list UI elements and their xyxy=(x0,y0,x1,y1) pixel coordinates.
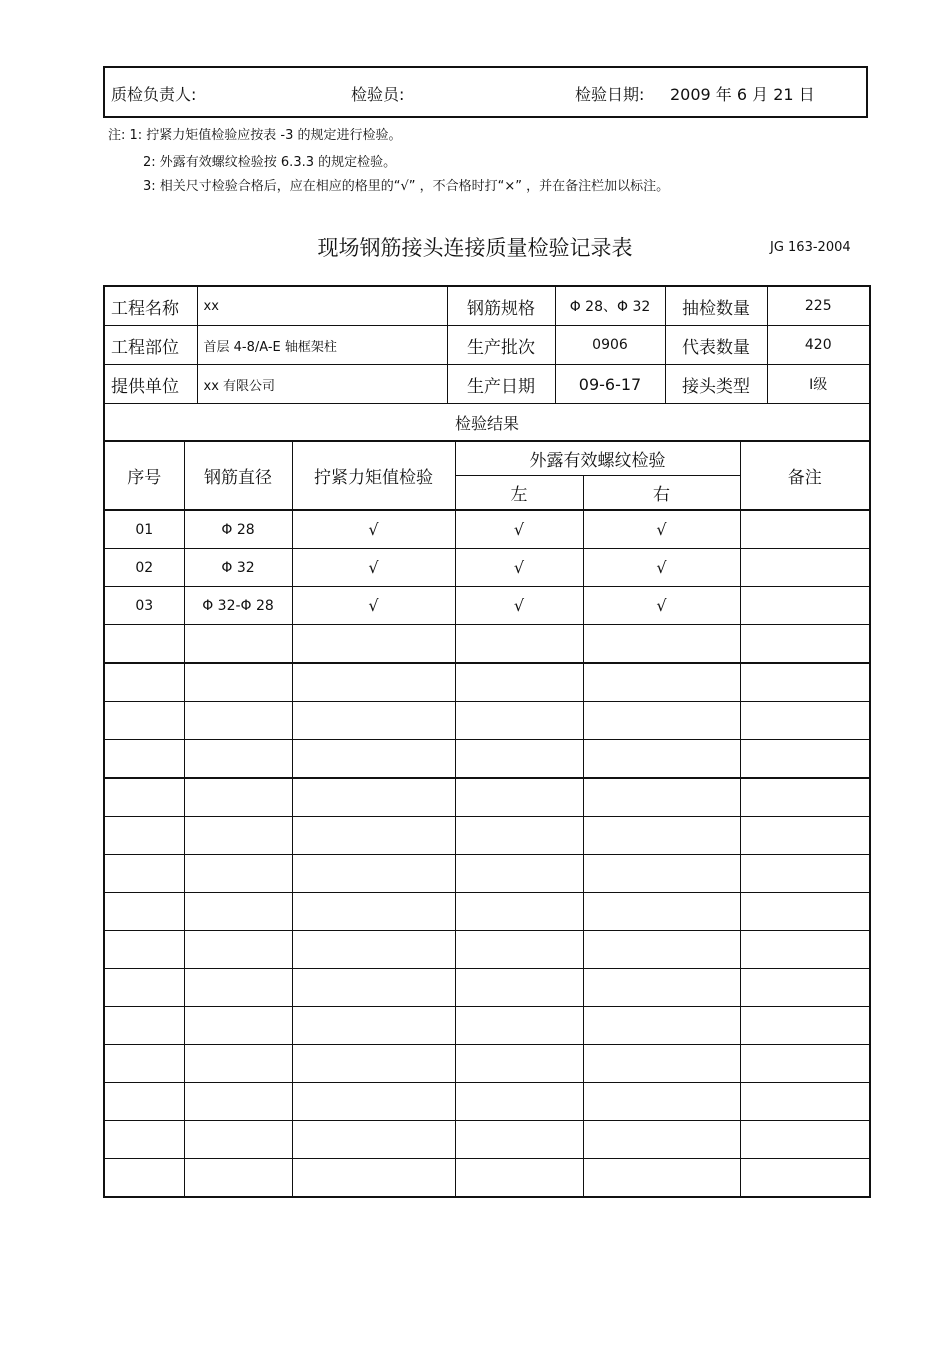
grid-header-row xyxy=(104,441,870,476)
empty-cell xyxy=(740,740,870,779)
empty-cell xyxy=(455,893,583,931)
table-row xyxy=(104,549,870,587)
empty-cell xyxy=(184,969,292,1007)
empty-row xyxy=(104,625,870,664)
empty-cell xyxy=(184,855,292,893)
empty-cell xyxy=(455,778,583,817)
empty-cell xyxy=(184,893,292,931)
empty-cell xyxy=(104,702,184,740)
empty-row xyxy=(104,969,870,1007)
batch-value: 0906 xyxy=(555,326,665,365)
note-2: 2: 外露有效螺纹检验按 6.3.3 的规定检验。 xyxy=(143,155,397,170)
empty-cell xyxy=(455,625,583,664)
empty-cell xyxy=(740,1159,870,1198)
remark-cell xyxy=(740,587,870,625)
left-cell: √ xyxy=(455,510,583,549)
empty-row xyxy=(104,663,870,702)
empty-cell xyxy=(292,1007,455,1045)
empty-cell xyxy=(104,740,184,779)
empty-cell xyxy=(455,1121,583,1159)
empty-row xyxy=(104,817,870,855)
project-name-label: 工程名称 xyxy=(104,286,197,326)
supplier-value: xx 有限公司 xyxy=(197,365,447,404)
empty-cell xyxy=(184,702,292,740)
diameter-cell: Φ 32 xyxy=(184,549,292,587)
empty-cell xyxy=(292,855,455,893)
empty-row xyxy=(104,893,870,931)
empty-cell xyxy=(740,1121,870,1159)
torque-header: 拧紧力矩值检验 xyxy=(292,441,455,510)
empty-cell xyxy=(292,931,455,969)
right-cell: √ xyxy=(583,549,740,587)
empty-cell xyxy=(455,1045,583,1083)
empty-row xyxy=(104,1007,870,1045)
empty-cell xyxy=(292,969,455,1007)
seq-cell: 03 xyxy=(104,587,184,625)
empty-cell xyxy=(583,969,740,1007)
rep-qty-value: 420 xyxy=(767,326,870,365)
empty-cell xyxy=(455,931,583,969)
project-info-table xyxy=(103,285,871,442)
diameter-cell: Φ 32-Φ 28 xyxy=(184,587,292,625)
empty-cell xyxy=(104,625,184,664)
empty-cell xyxy=(455,817,583,855)
empty-cell xyxy=(740,1007,870,1045)
supplier-label: 提供单位 xyxy=(104,365,197,404)
empty-cell xyxy=(184,663,292,702)
rep-qty-label: 代表数量 xyxy=(665,326,767,365)
empty-cell xyxy=(104,1121,184,1159)
remark-header: 备注 xyxy=(740,441,870,510)
empty-cell xyxy=(184,817,292,855)
result-label: 检验结果 xyxy=(104,404,870,442)
seq-cell: 01 xyxy=(104,510,184,549)
torque-cell: √ xyxy=(292,549,455,587)
project-part-value: 首层 4-8/A-E 轴框架柱 xyxy=(197,326,447,365)
remark-cell xyxy=(740,510,870,549)
empty-cell xyxy=(455,1159,583,1198)
diameter-header: 钢筋直径 xyxy=(184,441,292,510)
empty-cell xyxy=(740,817,870,855)
empty-row xyxy=(104,702,870,740)
empty-cell xyxy=(292,817,455,855)
empty-cell xyxy=(740,931,870,969)
inspection-grid xyxy=(103,440,871,1198)
signature-box xyxy=(103,66,868,118)
empty-cell xyxy=(740,1045,870,1083)
rebar-spec-label: 钢筋规格 xyxy=(447,286,555,326)
batch-label: 生产批次 xyxy=(447,326,555,365)
empty-cell xyxy=(740,855,870,893)
empty-cell xyxy=(104,969,184,1007)
joint-type-label: 接头类型 xyxy=(665,365,767,404)
empty-cell xyxy=(104,663,184,702)
left-header: 左 xyxy=(455,476,583,511)
empty-cell xyxy=(740,702,870,740)
empty-cell xyxy=(583,778,740,817)
empty-cell xyxy=(104,1007,184,1045)
empty-cell xyxy=(583,1121,740,1159)
empty-cell xyxy=(455,740,583,779)
empty-cell xyxy=(104,1083,184,1121)
empty-cell xyxy=(455,969,583,1007)
empty-row xyxy=(104,740,870,779)
empty-cell xyxy=(740,663,870,702)
empty-cell xyxy=(455,702,583,740)
result-header-row xyxy=(104,404,870,442)
torque-cell: √ xyxy=(292,587,455,625)
seq-cell: 02 xyxy=(104,549,184,587)
empty-row xyxy=(104,1121,870,1159)
note-3: 3: 相关尺寸检验合格后，应在相应的格里的“√” ，不合格时打“×” ，并在备注栏加以标注。 xyxy=(143,179,670,194)
empty-cell xyxy=(455,855,583,893)
prod-date-label: 生产日期 xyxy=(447,365,555,404)
empty-cell xyxy=(104,778,184,817)
info-row xyxy=(104,326,870,365)
empty-cell xyxy=(583,1007,740,1045)
seq-header: 序号 xyxy=(104,441,184,510)
inspection-date-label: 检验日期: xyxy=(575,85,645,104)
empty-row xyxy=(104,855,870,893)
empty-cell xyxy=(104,855,184,893)
right-cell: √ xyxy=(583,510,740,549)
empty-cell xyxy=(583,1045,740,1083)
thread-header: 外露有效螺纹检验 xyxy=(455,441,740,476)
empty-row xyxy=(104,931,870,969)
empty-cell xyxy=(184,1007,292,1045)
empty-cell xyxy=(184,1083,292,1121)
empty-cell xyxy=(583,702,740,740)
empty-cell xyxy=(184,1159,292,1198)
empty-row xyxy=(104,1045,870,1083)
empty-cell xyxy=(455,1083,583,1121)
rebar-spec-value: Φ 28、Φ 32 xyxy=(555,286,665,326)
empty-cell xyxy=(583,740,740,779)
empty-cell xyxy=(184,625,292,664)
empty-row xyxy=(104,1083,870,1121)
empty-cell xyxy=(184,931,292,969)
project-name-value: xx xyxy=(197,286,447,326)
empty-cell xyxy=(184,778,292,817)
empty-cell xyxy=(292,1159,455,1198)
empty-cell xyxy=(583,931,740,969)
empty-cell xyxy=(184,1045,292,1083)
right-header: 右 xyxy=(583,476,740,511)
empty-cell xyxy=(184,1121,292,1159)
table-row xyxy=(104,587,870,625)
sample-qty-label: 抽检数量 xyxy=(665,286,767,326)
empty-row xyxy=(104,778,870,817)
empty-cell xyxy=(740,625,870,664)
empty-cell xyxy=(583,663,740,702)
empty-cell xyxy=(455,663,583,702)
empty-cell xyxy=(740,778,870,817)
qc-manager-label: 质检负责人: xyxy=(111,85,197,104)
empty-cell xyxy=(583,817,740,855)
project-part-label: 工程部位 xyxy=(104,326,197,365)
empty-cell xyxy=(583,893,740,931)
empty-cell xyxy=(292,893,455,931)
empty-cell xyxy=(292,663,455,702)
diameter-cell: Φ 28 xyxy=(184,510,292,549)
right-cell: √ xyxy=(583,587,740,625)
empty-cell xyxy=(583,625,740,664)
torque-cell: √ xyxy=(292,510,455,549)
empty-cell xyxy=(292,1121,455,1159)
prod-date-value: 09-6-17 xyxy=(555,365,665,404)
page-title: 现场钢筋接头连接质量检验记录表 xyxy=(317,236,633,260)
empty-cell xyxy=(583,1159,740,1198)
empty-cell xyxy=(740,969,870,1007)
empty-cell xyxy=(104,1045,184,1083)
empty-cell xyxy=(184,740,292,779)
standard-code: JG 163-2004 xyxy=(770,240,851,255)
empty-cell xyxy=(292,740,455,779)
empty-cell xyxy=(292,1083,455,1121)
empty-cell xyxy=(104,931,184,969)
empty-cell xyxy=(104,1159,184,1198)
empty-cell xyxy=(583,855,740,893)
empty-cell xyxy=(740,1083,870,1121)
empty-cell xyxy=(455,1007,583,1045)
left-cell: √ xyxy=(455,587,583,625)
table-row xyxy=(104,510,870,549)
info-row xyxy=(104,365,870,404)
empty-cell xyxy=(292,625,455,664)
inspector-label: 检验员: xyxy=(351,85,405,104)
sample-qty-value: 225 xyxy=(767,286,870,326)
empty-cell xyxy=(292,702,455,740)
note-1: 注: 1: 拧紧力矩值检验应按表 -3 的规定进行检验。 xyxy=(108,128,402,143)
empty-row xyxy=(104,1159,870,1198)
empty-cell xyxy=(292,778,455,817)
left-cell: √ xyxy=(455,549,583,587)
empty-cell xyxy=(583,1083,740,1121)
joint-type-value: Ⅰ级 xyxy=(767,365,870,404)
info-row xyxy=(104,286,870,326)
empty-cell xyxy=(740,893,870,931)
empty-cell xyxy=(104,817,184,855)
empty-cell xyxy=(104,893,184,931)
remark-cell xyxy=(740,549,870,587)
inspection-date-value: 2009 年 6 月 21 日 xyxy=(670,85,815,104)
empty-cell xyxy=(292,1045,455,1083)
